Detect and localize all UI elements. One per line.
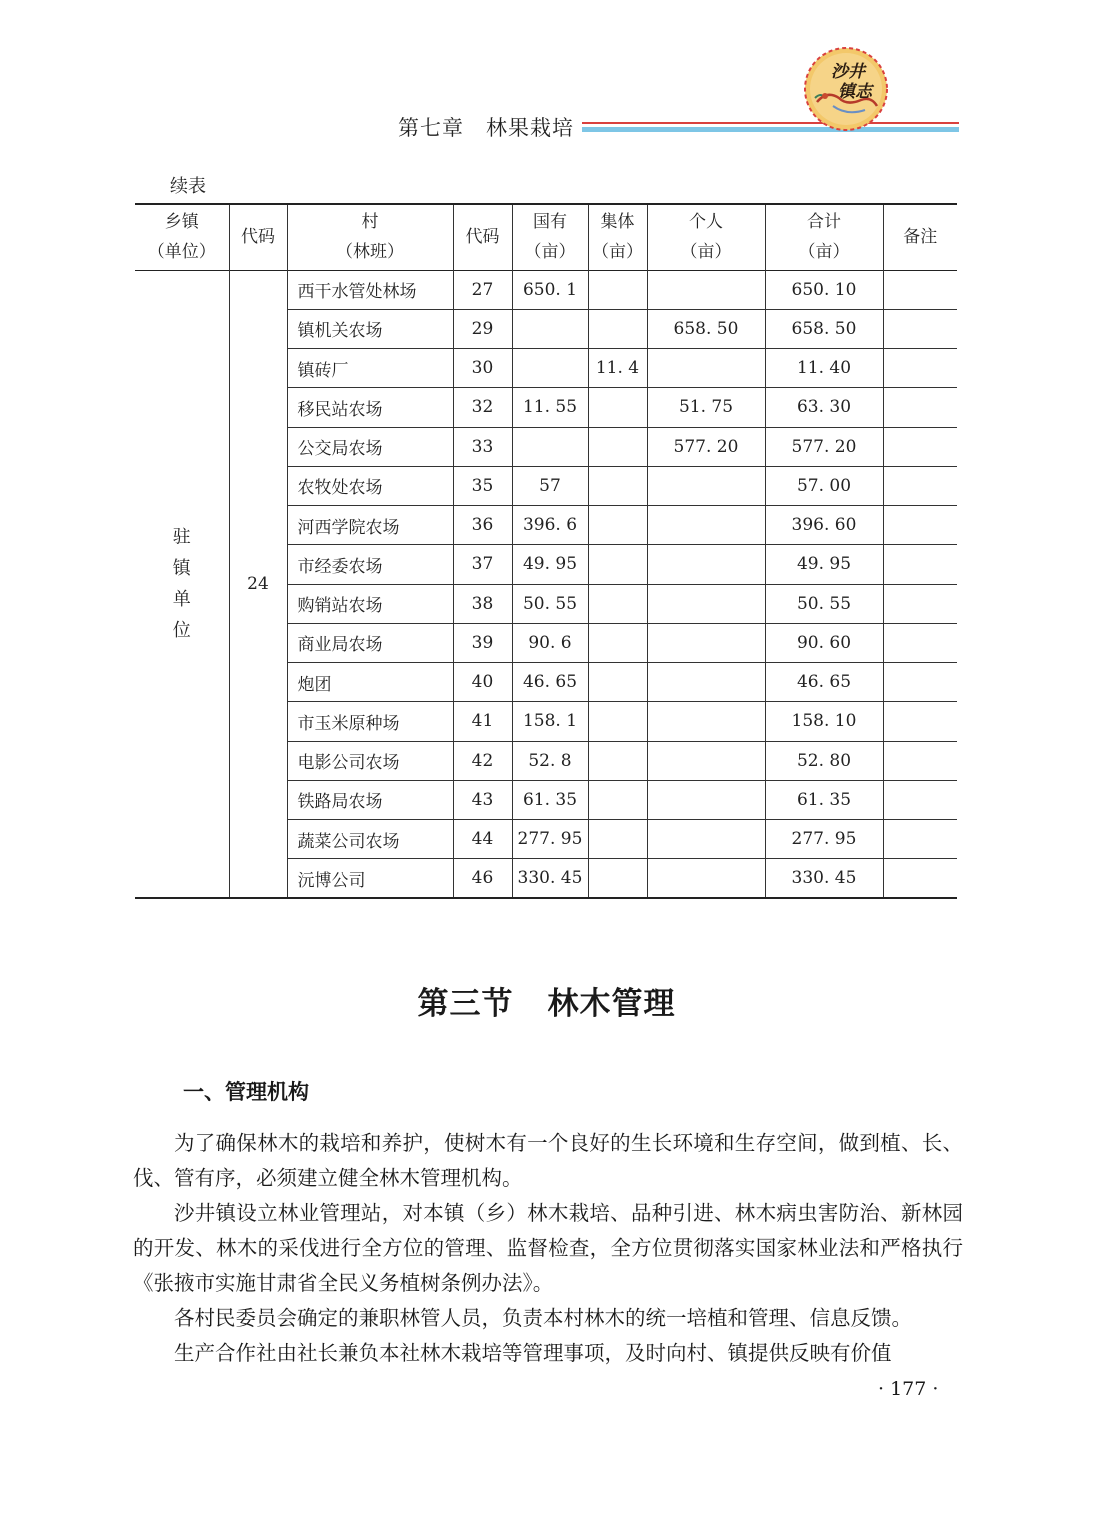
name-cell: 西干水管处林场 (287, 270, 453, 309)
total-cell: 396. 60 (765, 506, 883, 545)
name-cell: 沅博公司 (287, 859, 453, 898)
code-cell: 37 (453, 545, 512, 584)
collective-cell (588, 859, 647, 898)
section-title (0, 978, 1093, 1023)
collective-cell (588, 820, 647, 859)
header-total: 合计 （亩） (765, 204, 883, 270)
note-cell (883, 427, 957, 466)
header-village: 村 （林班） (287, 204, 453, 270)
total-cell: 63. 30 (765, 388, 883, 427)
seal-line-1: 沙井 (831, 62, 865, 82)
personal-cell (647, 506, 765, 545)
personal-cell (647, 741, 765, 780)
name-cell: 农牧处农场 (287, 466, 453, 505)
state-owned-cell: 650. 1 (512, 270, 588, 309)
personal-cell (647, 270, 765, 309)
code-cell: 30 (453, 349, 512, 388)
total-cell: 61. 35 (765, 780, 883, 819)
code-cell: 38 (453, 584, 512, 623)
code-cell: 39 (453, 623, 512, 662)
total-cell: 90. 60 (765, 623, 883, 662)
header-unit: 乡镇 （单位） (135, 204, 229, 270)
continued-table-label: 续表 (170, 176, 206, 197)
personal-cell (647, 859, 765, 898)
personal-cell (647, 702, 765, 741)
chapter-header: 第七章 林果栽培 (398, 116, 574, 140)
header-collective: 集体 （亩） (588, 204, 647, 270)
name-cell: 镇砖厂 (287, 349, 453, 388)
total-cell: 577. 20 (765, 427, 883, 466)
personal-cell (647, 820, 765, 859)
note-cell (883, 584, 957, 623)
collective-cell (588, 270, 647, 309)
paragraph: 沙井镇设立林业管理站，对本镇（乡）林木栽培、品种引进、林木病虫害防治、新林园的开发、林木的采伐进行全方位的管理、监督检查，全方位贯彻落实国家林业法和严格执行《张掖市实施甘肃省全民义务植树条例办法》。 (133, 1201, 963, 1295)
total-cell: 658. 50 (765, 309, 883, 348)
note-cell (883, 702, 957, 741)
code-cell: 32 (453, 388, 512, 427)
total-cell: 11. 40 (765, 349, 883, 388)
total-cell: 650. 10 (765, 270, 883, 309)
state-owned-cell: 330. 45 (512, 859, 588, 898)
name-cell: 商业局农场 (287, 623, 453, 662)
total-cell: 277. 95 (765, 820, 883, 859)
note-cell (883, 780, 957, 819)
collective-cell (588, 584, 647, 623)
collective-cell (588, 623, 647, 662)
total-cell: 158. 10 (765, 702, 883, 741)
personal-cell (647, 349, 765, 388)
total-cell: 50. 55 (765, 584, 883, 623)
group-unit-char: 驻 (172, 526, 191, 548)
collective-cell (588, 780, 647, 819)
note-cell (883, 663, 957, 702)
name-cell: 炮团 (287, 663, 453, 702)
page-number: · 177 · (878, 1378, 939, 1400)
paragraph: 为了确保林木的栽培和养护，使树木有一个良好的生长环境和生存空间，做到植、长、伐、管有序，必须建立健全林木管理机构。 (133, 1131, 963, 1190)
collective-cell (588, 702, 647, 741)
section-name: 林木管理 (547, 986, 676, 1022)
total-cell: 46. 65 (765, 663, 883, 702)
note-cell (883, 388, 957, 427)
section-number: 第三节 (417, 986, 514, 1022)
note-cell (883, 506, 957, 545)
code-cell: 43 (453, 780, 512, 819)
personal-cell (647, 663, 765, 702)
forest-area-table (135, 203, 957, 899)
collective-cell (588, 741, 647, 780)
note-cell (883, 270, 957, 309)
group-unit-char: 位 (172, 619, 191, 641)
code-cell: 40 (453, 663, 512, 702)
name-cell: 市玉米原种场 (287, 702, 453, 741)
name-cell: 镇机关农场 (287, 309, 453, 348)
table-header-row (135, 204, 957, 270)
code-cell: 35 (453, 466, 512, 505)
personal-cell (647, 780, 765, 819)
collective-cell (588, 663, 647, 702)
code-cell: 46 (453, 859, 512, 898)
collective-cell (588, 309, 647, 348)
group-unit-char: 单 (172, 588, 191, 610)
personal-cell (647, 623, 765, 662)
state-owned-cell: 61. 35 (512, 780, 588, 819)
collective-cell (588, 506, 647, 545)
code-cell: 41 (453, 702, 512, 741)
paragraph: 各村民委员会确定的兼职林管人员，负责本村林木的统一培植和管理、信息反馈。 (174, 1306, 912, 1330)
state-owned-cell: 158. 1 (512, 702, 588, 741)
state-owned-cell: 396. 6 (512, 506, 588, 545)
personal-cell (647, 545, 765, 584)
total-cell: 57. 00 (765, 466, 883, 505)
name-cell: 市经委农场 (287, 545, 453, 584)
state-owned-cell: 50. 55 (512, 584, 588, 623)
personal-cell (647, 584, 765, 623)
note-cell (883, 741, 957, 780)
state-owned-cell (512, 427, 588, 466)
code-cell: 33 (453, 427, 512, 466)
note-cell (883, 820, 957, 859)
paragraph: 生产合作社由社长兼负本社林木栽培等管理事项，及时向村、镇提供反映有价值 (174, 1341, 892, 1365)
collective-cell (588, 427, 647, 466)
state-owned-cell: 277. 95 (512, 820, 588, 859)
personal-cell: 51. 75 (647, 388, 765, 427)
name-cell: 购销站农场 (287, 584, 453, 623)
collective-cell (588, 466, 647, 505)
note-cell (883, 466, 957, 505)
note-cell (883, 623, 957, 662)
name-cell: 河西学院农场 (287, 506, 453, 545)
group-code-cell: 24 (229, 270, 287, 898)
code-cell: 44 (453, 820, 512, 859)
note-cell (883, 545, 957, 584)
collective-cell (588, 388, 647, 427)
code-cell: 36 (453, 506, 512, 545)
personal-cell: 577. 20 (647, 427, 765, 466)
state-owned-cell (512, 349, 588, 388)
header-note: 备注 (883, 204, 957, 270)
note-cell (883, 859, 957, 898)
code-cell: 29 (453, 309, 512, 348)
personal-cell (647, 466, 765, 505)
header-personal: 个人 （亩） (647, 204, 765, 270)
header-rule (582, 122, 959, 132)
state-owned-cell: 52. 8 (512, 741, 588, 780)
personal-cell: 658. 50 (647, 309, 765, 348)
seal-line-2: 镇志 (838, 82, 872, 102)
group-unit-char: 镇 (172, 557, 191, 579)
seal-text (818, 62, 878, 102)
note-cell (883, 309, 957, 348)
collective-cell (588, 545, 647, 584)
state-owned-cell: 57 (512, 466, 588, 505)
state-owned-cell: 49. 95 (512, 545, 588, 584)
header-code: 代码 (229, 204, 287, 270)
name-cell: 电影公司农场 (287, 741, 453, 780)
note-cell (883, 349, 957, 388)
header-state-owned: 国有 （亩） (512, 204, 588, 270)
name-cell: 公交局农场 (287, 427, 453, 466)
name-cell: 铁路局农场 (287, 780, 453, 819)
name-cell: 蔬菜公司农场 (287, 820, 453, 859)
total-cell: 52. 80 (765, 741, 883, 780)
body-text (133, 1126, 963, 1371)
table-row (135, 270, 957, 309)
state-owned-cell: 11. 55 (512, 388, 588, 427)
state-owned-cell: 46. 65 (512, 663, 588, 702)
group-unit-cell (135, 270, 229, 898)
header-code-2: 代码 (453, 204, 512, 270)
total-cell: 49. 95 (765, 545, 883, 584)
state-owned-cell (512, 309, 588, 348)
code-cell: 42 (453, 741, 512, 780)
code-cell: 27 (453, 270, 512, 309)
total-cell: 330. 45 (765, 859, 883, 898)
name-cell: 移民站农场 (287, 388, 453, 427)
subheading: 一、管理机构 (183, 1080, 309, 1104)
state-owned-cell: 90. 6 (512, 623, 588, 662)
collective-cell: 11. 4 (588, 349, 647, 388)
